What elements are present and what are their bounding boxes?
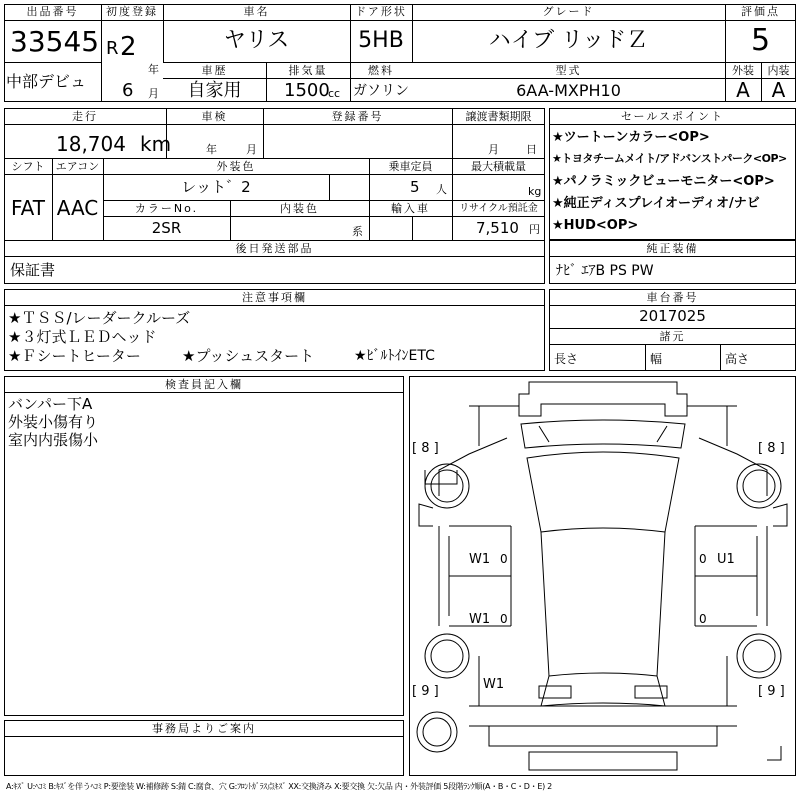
sales-point-2: ★トヨタチームメイト/アドバンストパーク<OP>	[552, 152, 787, 165]
width-label: 幅	[650, 352, 663, 366]
max-load-label: 最大積載量	[471, 160, 526, 173]
history: 自家用	[187, 80, 242, 101]
dimensions-title: 諸元	[659, 330, 686, 343]
capacity-unit: 人	[436, 183, 447, 196]
inspection-label: 車検	[201, 110, 228, 123]
reg-year: 2	[120, 32, 137, 62]
sales-points-title: セールスポイント	[620, 110, 724, 123]
mark-w1-b: W1	[469, 612, 491, 627]
door-label: ドア形状	[355, 5, 407, 18]
transfer-month-unit: 月	[488, 143, 499, 156]
chassis-number: 2017025	[639, 307, 706, 325]
legend: A:ｷｽﾞ U:ﾍｺﾐ B:ｷｽﾞを伴うﾍｺﾐ P:要塗装 W:補修跡 S:錆 C:腐食、穴 G:ﾌﾛﾝﾄｶﾞﾗｽ点ｷｽﾞ XX:交換済み X:要交換 欠:欠品 内・外装評価 5段階ﾗﾝｸ順(A・B・C・D・E) 2	[6, 782, 552, 791]
recycle-label: リサイクル預託金	[459, 203, 538, 214]
grade-label: グレード	[542, 5, 595, 18]
mark-w1-c: W1	[483, 677, 505, 692]
interior-color-unit: 系	[352, 225, 363, 238]
exterior-color-label: 外装色	[216, 160, 256, 173]
displacement: 1500	[284, 80, 330, 101]
mark-0-a: 0	[500, 552, 508, 566]
mark-0-d: 0	[699, 612, 707, 626]
import-label: 輸入車	[391, 202, 430, 215]
inspector-line-2: 外装小傷有り	[8, 413, 99, 431]
office-title: 事務局よりご案内	[152, 722, 256, 735]
lot-label: 出品番号	[26, 5, 79, 18]
tire-tl: [ 8 ]	[412, 441, 439, 456]
sales-point-3: ★パノラミックビューモニター<OP>	[552, 174, 775, 189]
mark-u1: U1	[717, 552, 735, 567]
sales-point-1: ★ツートーンカラー<OP>	[552, 130, 710, 145]
inspector-line-3: 室内内張傷小	[8, 431, 99, 449]
notes-line-1: ★ＴＳＳ/レーダークルーズ	[8, 309, 191, 327]
reg-month-unit: 月	[148, 87, 159, 100]
mileage-label: 走行	[72, 110, 98, 123]
length-label: 長さ	[554, 352, 579, 366]
reg-month: 6	[122, 80, 134, 101]
recycle-unit: 円	[529, 223, 540, 236]
car-diagram	[409, 376, 796, 776]
mark-0-b: 0	[699, 552, 707, 566]
displacement-unit: cc	[328, 87, 341, 100]
mileage-unit: km	[140, 132, 172, 156]
exterior-color: レット゛2	[181, 178, 251, 196]
reg-year-unit: 年	[148, 63, 159, 76]
car-name-label: 車名	[243, 5, 270, 18]
ac-label: エアコン	[55, 160, 100, 173]
fuel: ガソリン	[353, 83, 409, 99]
sales-point-5: ★HUD<OP>	[552, 218, 639, 233]
model-label: 型式	[555, 64, 582, 77]
model: 6AA-MXPH10	[516, 81, 621, 100]
debut-label: 中部デビュ	[6, 72, 87, 91]
mark-w1-a: W1	[469, 552, 491, 567]
interior-grade-label: 内装	[767, 64, 790, 77]
later-parts-value: 保証書	[10, 261, 56, 279]
inspection-month-unit: 月	[246, 143, 257, 156]
capacity: 5	[410, 178, 420, 196]
capacity-label: 乗車定員	[388, 160, 433, 173]
transfer-label: 譲渡書類期限	[465, 110, 532, 123]
lot-number: 33545	[10, 25, 100, 58]
inspection-year-unit: 年	[206, 143, 217, 156]
transfer-day-unit: 日	[526, 143, 537, 156]
interior-grade: A	[771, 78, 786, 102]
inspector-line-1: バンパー下A	[8, 395, 93, 413]
history-label: 車歴	[201, 64, 228, 77]
shift: FAT	[10, 196, 45, 220]
exterior-grade-label: 外装	[732, 64, 754, 77]
displacement-label: 排気量	[288, 64, 328, 77]
grade: ハイブ リッドＺ	[488, 28, 649, 53]
chassis-title: 車台番号	[646, 291, 699, 304]
mileage: 18,704	[56, 132, 126, 156]
tire-tr: [ 8 ]	[758, 441, 785, 456]
notes-line-3b: ★プッシュスタート	[182, 347, 315, 365]
notes-line-2: ★３灯式ＬＥＤヘッド	[8, 328, 157, 346]
recycle-fee: 7,510	[476, 219, 519, 237]
color-no: 2SR	[151, 219, 182, 237]
sales-point-4: ★純正ディスプレイオーディオ/ナビ	[552, 196, 760, 211]
inspector-title: 検査員記入欄	[165, 378, 243, 391]
tire-bl: [ 9 ]	[412, 684, 439, 699]
tire-br: [ 9 ]	[758, 684, 785, 699]
registration-label: 登録番号	[331, 110, 384, 123]
genuine-equipment-title: 純正装備	[646, 242, 699, 255]
max-load-unit: kg	[528, 185, 542, 198]
color-no-label: カラーNo.	[134, 202, 199, 215]
car-name: ヤリス	[223, 28, 290, 53]
notes-line-3c: ★ﾋﾞﾙﾄｲﾝETC	[354, 348, 435, 364]
mark-0-c: 0	[500, 612, 508, 626]
interior-color-label: 内装色	[280, 202, 319, 215]
height-label: 高さ	[725, 352, 750, 366]
fuel-label: 燃料	[368, 64, 394, 77]
first-reg-label: 初度登録	[106, 5, 158, 18]
later-parts-title: 後日発送部品	[235, 242, 314, 255]
era: R	[106, 38, 119, 59]
notes-title: 注意事項欄	[242, 291, 307, 304]
score: 5	[750, 23, 771, 58]
exterior-grade: A	[736, 78, 750, 102]
notes-line-3a: ★Ｆシートヒーター	[8, 347, 141, 365]
door-type: 5HB	[358, 28, 404, 53]
shift-label: シフト	[11, 160, 45, 173]
ac: AAC	[56, 196, 99, 220]
genuine-equipment-value: ﾅﾋﾞ ｴｱB PS PW	[556, 263, 654, 279]
score-label: 評価点	[741, 5, 780, 18]
